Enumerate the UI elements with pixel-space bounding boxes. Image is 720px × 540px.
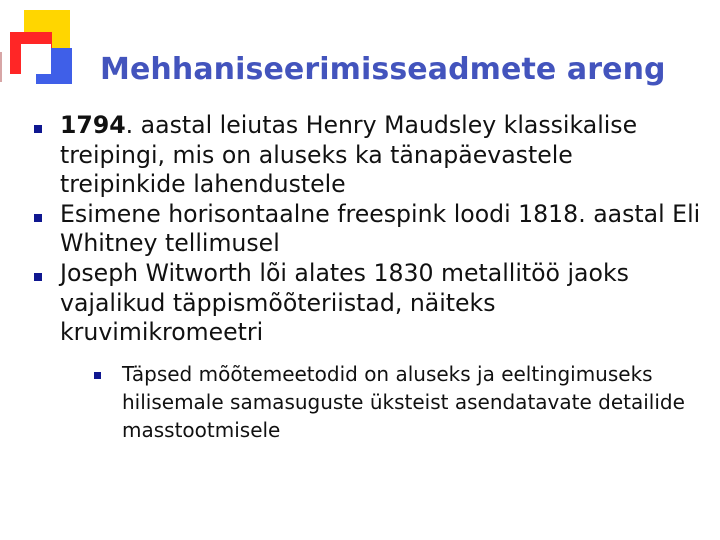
bullet-text: Esimene horisontaalne freespink loodi 1818. aastal Eli Whitney tellimusel [60, 199, 701, 258]
sub-bullet-text: Täpsed mõõtemeetodid on aluseks ja eeltingimuseks hilisemale samasuguste üksteist asendatavate detailide masstootmisele [122, 361, 685, 442]
sub-bullet-marker-icon [94, 372, 101, 379]
slide-content [26, 111, 702, 444]
bullet-text: . aastal leiutas Henry Maudsley klassikalise treipingi, mis on aluseks ka tänapäevastele treipinkide lahendustele [60, 111, 638, 199]
logo-accent-line [0, 52, 2, 82]
sub-bullet-item [90, 360, 720, 444]
bullet-text: Joseph Witworth lõi alates 1830 metallitöö jaoks vajalikud täppismõõteriistad, näiteks kruvimikromeetri [60, 258, 629, 347]
bullet-marker-icon [34, 125, 42, 133]
logo-white-square [21, 44, 51, 74]
bullet-year: 1794 [60, 111, 126, 139]
bullet-marker-icon [34, 214, 42, 222]
slide-title: Mehhaniseerimisseadmete areng [100, 52, 666, 87]
bullet-item [26, 200, 702, 259]
bullet-marker-icon [34, 273, 42, 281]
bullet-item [26, 111, 702, 200]
slide-logo [0, 0, 90, 100]
bullet-item [26, 259, 702, 348]
